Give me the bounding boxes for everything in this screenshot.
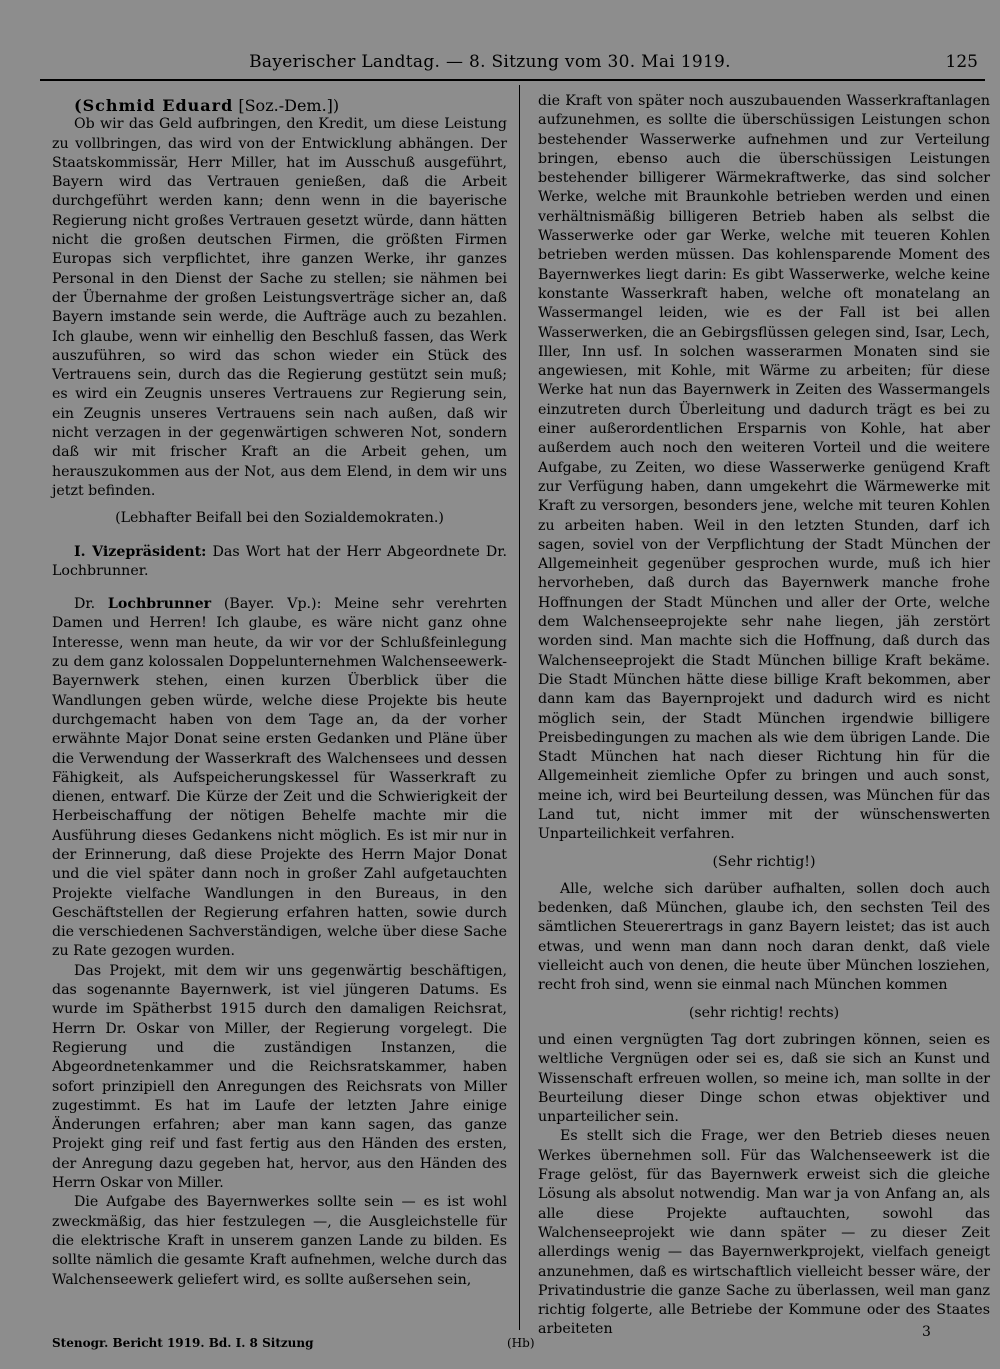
header-rule [40,79,985,81]
right-column [538,92,990,1338]
speech-paragraph [52,595,507,962]
speech-text: (Bayer. Vp.): Meine sehr verehrten Damen und Herren! Ich glaube, es wäre nicht ganz ohne Interesse, wenn man heute, da wir vor der Schlußfeinlegung zu dem ganz kolossalen Doppelunternehmen Walchenseewerk-Bayernwerk stehen, einen kurzen Überblick über die Wandlungen geben würde, welche diese Projekte bis heute durchgemacht haben von dem Tage an, da der vorher erwähnte Major Donat seine ersten Gedanken und Pläne über die Verwendung der Wasserkraft des Walchensees und dessen Fähigkeit, als Aufspeicherungskessel für Wasserkraft zu dienen, entwarf. Die Kürze der Zeit und die Schwierigkeit der Herbeischaffung der nötigen Behelfe machte mir die Ausführung dieses Gedankens nicht möglich. Es ist mir nur in der Erinnerung, daß diese Projekte des Herrn Major Donat und die viel später dann noch in großer Zahl aufgetauchten Projekte vielfache Wandlungen in den Bureaus, in den Geschäftstellen der Regierung erfahren hatten, sowie durch die verschiedenen Sachverständigen, welche über diese Sache zu Rate gezogen wurden. [52,596,507,960]
left-column [52,96,507,1321]
paragraph: die Kraft von später noch auszubauenden Wasserkraftanlagen aufzunehmen, es sollte die überschüssigen Leistungen schon bestehender Wasserwerke aufnehmen und zur Verteilung bringen, ebenso auch die überschüssigen Leistungen bestehender billigerer Wärmekraftwerke, das sind solcher Werke, welche mit Braunkohle betrieben werden und einen verhältnismäßig billigeren Betrieb haben als selbst die Wasserwerke oder gar Werke, welche mit teueren Kohlen betrieben werden müssen. Das kohlensparende Moment des Bayernwerkes liegt darin: Es gibt Wasserwerke, welche keine konstante Wasserkraft haben, welche oft monatelang an Wassermangel leiden, wie es der Fall ist bei allen Wasserwerken, die an Gebirgsflüssen gelegen sind, Isar, Lech, Iller, Inn usf. In solchen wasserarmen Monaten sind sie angewiesen, mit Kohle, mit Wärme zu arbeiten; für diese Werke hat nun das Bayernwerk in Zeiten des Wassermangels einzutreten durch Überleitung und dadurch trägt es bei zu einer außerordentlichen Ersparnis von Kohle, hat aber außerdem auch noch den weiteren Vorteil und die weitere Aufgabe, zu Zeiten, wo diese Wasserwerke genügend Kraft zur Verfügung haben, dann umgekehrt die Wärmewerke mit Kraft zu versorgen, besonders jene, welche mit teuren Kohlen zu arbeiten haben. Weil in den letzten Stunden, darf ich sagen, soviel von der Verpflichtung der Stadt München der Allgemeinheit gegenüber gesprochen wurde, muß ich hier hervorheben, daß durch das Bayernwerk manche frohe Hoffnungen der Stadt München und aller der Orte, welche dem Walchenseeprojekte sehr nahe liegen, jäh zerstört worden sind. Man machte sich die Hoffnung, daß durch das Walchenseeprojekt die Stadt München billige Kraft bekäme. Die Stadt München hätte diese billige Kraft bekommen, aber dann kam das Bayernprojekt und dadurch wird es nicht möglich sein, der Stadt München irgendwie billigere Preisbedingungen zu machen als wie dem übrigen Lande. Die Stadt München hat nach dieser Richtung hin für die Allgemeinheit ziemliche Opfer zu bringen und auch sonst, meine ich, wird bei Beurteilung dessen, was München für das Land tut, nicht immer mit der wünschenswerten Unparteilichkeit verfahren. [538,93,990,843]
page-number: 125 [945,52,978,72]
speaker-party: [Soz.-Dem.]) [233,96,340,115]
vicepresident-label: I. Vizepräsident: [74,543,207,560]
signature-number: 3 [922,1324,931,1340]
interjection: (sehr richtig! rechts) [688,1004,840,1021]
speaker-prefix: Dr. [74,596,108,613]
footer-citation: Stenogr. Bericht 1919. Bd. I. 8 Sitzung [52,1336,314,1350]
paragraph: Es stellt sich die Frage, wer den Betrieb dieses neuen Werkes übernehmen soll. Für das Walchenseewerk ist die Frage gelöst, für das Bayernwerk erweist sich die gleiche Lösung als absolut notwendig. Man war ja von Anfang an, als alle diese Projekte auftauchten, sowohl das Walchenseeprojekt wie dann später — zu dieser Zeit allerdings wenig — das Bayernwerkprojekt, vielfach geneigt anzunehmen, daß es wirtschaftlich vielleicht besser wäre, der Privatindustrie die ganze Sache zu überlassen, weil man ganz richtig folgerte, alle Betriebe der Kommune oder des Staates arbeiteten [538,1128,990,1338]
speaker-name-lochbrunner: Lochbrunner [107,596,212,613]
vicepresident-text: Das Wort hat der Herr Abgeordnete Dr. Lochbrunner. [52,543,508,579]
paragraph: Das Projekt, mit dem wir uns gegenwärtig beschäftigen, das sogenannte Bayernwerk, ist viel jüngeren Datums. Es wurde im Spätherbst 1915 durch den damaligen Reichsrat, Herrn Dr. Oskar von Miller, der Regierung vorgelegt. Die Regierung und die zuständigen Instanzen, die Abgeordnetenkammer und die Reichsratskammer, haben sofort prinzipiell den Anregungen des Reichsrats von Miller zugestimmt. Es hat im Laufe der letzten Jahre einige Änderungen erfahren; aber man kann sagen, das ganze Projekt ging reif und fast fertig aus den Händen des ersten, der Anregung dazu gegeben hat, hervor, aus den Händen des Herrn Oskar von Miller. [52,962,507,1192]
speaker-name: (Schmid Eduard [74,96,234,115]
interjection: (Sehr richtig!) [712,853,816,870]
footer-mark: (Hb) [507,1336,535,1350]
paragraph: Ob wir das Geld aufbringen, den Kredit, um diese Leistung zu vollbringen, das wird von der Entwicklung abhängen. Der Staatskommissär, Herr Miller, hat im Ausschuß ausgeführt, Bayern wird das Vertrauen genießen, daß die Arbeit durchgeführt werden kann; denn wenn in die bayerische Regierung nicht großes Vertrauen gesetzt würde, dann hätten nicht die großen deutschen Firmen, die größten Firmen Europas sich verpflichtet, ihre ganzen Werke, ihr ganzes Personal in den Dienst der Sache zu stellen; sie nähmen bei der Übernahme der großen Leistungsverträge sicher an, daß Bayern imstande sein werde, die Aufträge auch zu bezahlen. Ich glaube, wenn wir einhellig den Beschluß fassen, das Werk auszuführen, so wird das schon wieder ein Stück des Vertrauens sein, durch das die Regierung gestützt sein muß; es wird ein Zeugnis unseres Vertrauens zur Regierung sein, ein Zeugnis unseres Vertrauens sein nach außen, daß wir nicht verzagen in der gegenwärtigen schweren Not, sondern daß wir mit frischer Kraft an die Arbeit gehen, um herauszukommen aus der Not, aus dem Elend, in dem wir uns jetzt befinden. [52,116,507,499]
column-divider [519,85,520,1330]
page-header [40,52,990,80]
paragraph: Die Aufgabe des Bayernwerkes sollte sein — es ist wohl zweckmäßig, das hier festzulegen —, die Ausgleichstelle für die elektrische Kraft in unserem ganzen Lande zu bilden. Es sollte nämlich die gesamte Kraft aufnehmen, welche durch das Walchenseewerk geliefert wird, es sollte außersehen sein, [52,1194,507,1288]
applause-note: (Lebhafter Beifall bei den Sozialdemokraten.) [115,510,444,527]
speaker-heading [52,96,507,115]
running-title: Bayerischer Landtag. — 8. Sitzung vom 30. Mai 1919. [249,52,731,72]
vicepresident-statement [52,543,507,582]
paragraph: Alle, welche sich darüber aufhalten, sollen doch auch bedenken, daß München, glaube ich, den sechsten Teil des sämtlichen Steuerertrags in ganz Bayern leistet; das ist auch etwas, und wenn man dann noch daran denkt, daß viele vielleicht auch von denen, die heute über München losziehen, recht froh sind, wenn sie einmal nach München kommen [538,880,990,994]
page-footer [52,1324,992,1356]
paragraph: und einen vergnügten Tag dort zubringen können, seien es weltliche Vergnügen oder sei es, daß sie sich an Kunst und Wissenschaft erfreuen wollen, so meine ich, man sollte in der Beurteilung dieser Dinge schon etwas objektiver und unparteilicher sein. [538,1031,990,1126]
